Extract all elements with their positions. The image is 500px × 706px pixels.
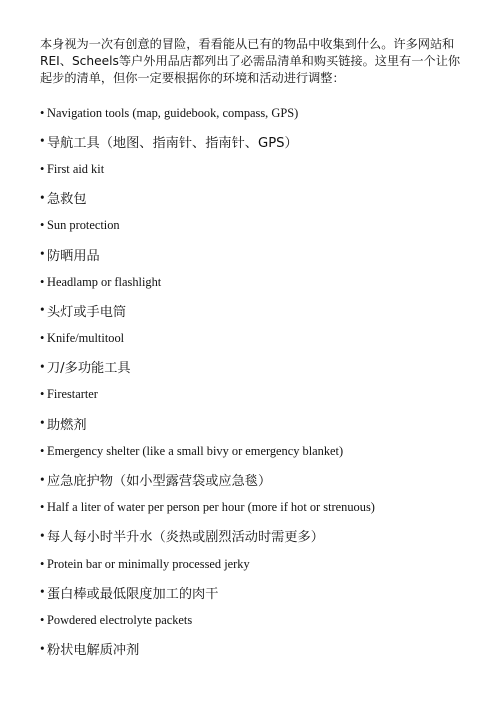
list-item [40,550,462,578]
list-item [40,409,462,437]
list-item [40,437,462,465]
list-item [40,635,462,663]
bullet: • [40,302,45,318]
list-item [40,296,462,324]
list-item-text: 刀/多功能工具 [47,361,131,377]
list-item-text: Headlamp or flashlight [47,274,162,289]
bullet: • [40,584,45,600]
bullet: • [40,471,45,487]
bullet: • [40,443,45,458]
bullet: • [40,358,45,374]
list-item-text: 急救包 [47,192,87,208]
bullet: • [40,218,45,233]
list-item [40,99,462,127]
list-item-text: Firestarter [47,387,98,402]
list-item-text: Half a liter of water per person per hour (more if hot or strenuous) [47,500,375,515]
bullet: • [40,415,45,431]
list-item [40,240,462,268]
checklist [40,99,462,663]
list-item [40,212,462,240]
list-item-text: Protein bar or minimally processed jerky [47,556,250,571]
list-item-text: 导航工具（地图、指南针、指南针、GPS） [47,135,298,151]
bullet: • [40,246,45,262]
list-item [40,184,462,212]
bullet: • [40,387,45,402]
bullet: • [40,612,45,627]
bullet: • [40,527,45,543]
list-item-text: 蛋白棒或最低限度加工的肉干 [47,586,219,602]
list-item [40,465,462,493]
list-item [40,381,462,409]
bullet: • [40,105,45,120]
bullet: • [40,640,45,656]
list-item-text: 防晒用品 [47,248,100,264]
list-item [40,155,462,183]
list-item-text: Knife/multitool [47,331,125,346]
bullet: • [40,331,45,346]
list-item [40,606,462,634]
list-item-text: 头灯或手电筒 [47,304,127,320]
bullet: • [40,500,45,515]
list-item-text: Navigation tools (map, guidebook, compass, GPS) [47,105,299,120]
bullet: • [40,274,45,289]
list-item-text: 每人每小时半升水（炎热或剧烈活动时需更多） [47,530,324,546]
list-item [40,522,462,550]
list-item-text: Powdered electrolyte packets [47,612,193,627]
intro-paragraph: 本身视为一次有创意的冒险，看看能从已有的物品中收集到什么。许多网站和REI、Scheels等户外用品店都列出了必需品清单和购买链接。这里有一个让你起步的清单，但你一定要根据你的环境和活动进行调整： [40,37,461,85]
bullet: • [40,161,45,176]
list-item-text: 粉状电解质冲剂 [47,643,140,659]
list-item-text: 助燃剂 [47,417,87,433]
list-item [40,353,462,381]
list-item [40,494,462,522]
list-item-text: First aid kit [47,161,105,176]
list-item-text: Emergency shelter (like a small bivy or emergency blanket) [47,443,344,458]
list-item [40,268,462,296]
list-item [40,578,462,606]
list-item-text: Sun protection [47,218,120,233]
bullet: • [40,133,45,149]
list-item [40,127,462,155]
list-item [40,325,462,353]
bullet: • [40,556,45,571]
bullet: • [40,189,45,205]
list-item-text: 应急庇护物（如小型露营袋或应急毯） [47,474,272,490]
